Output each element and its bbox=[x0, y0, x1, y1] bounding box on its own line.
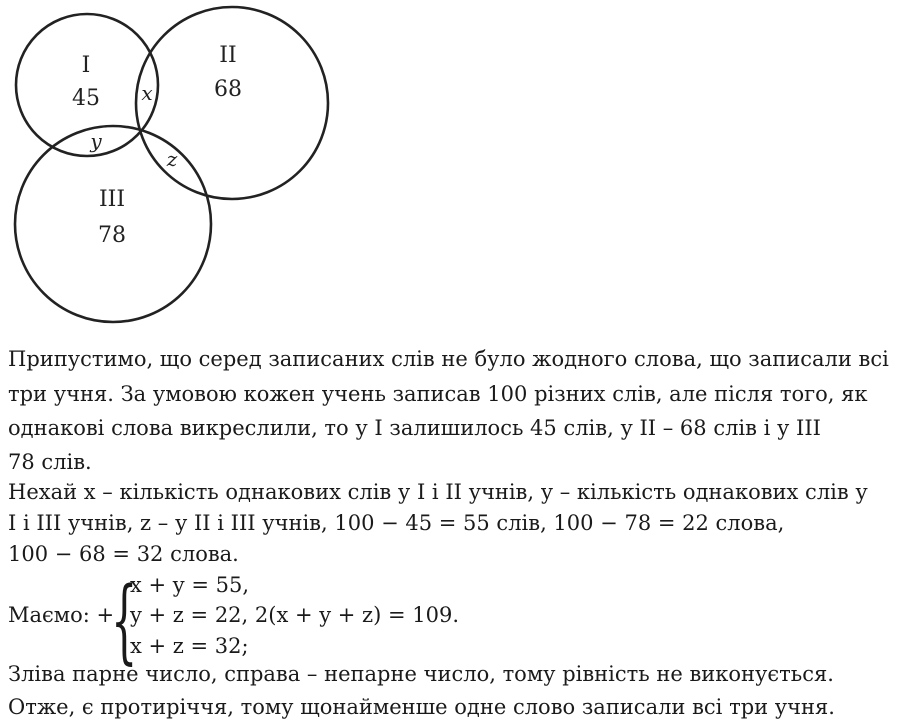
system-equation-3: x + z = 32; bbox=[130, 634, 249, 658]
set-2-name: II bbox=[219, 43, 237, 68]
system-prefix: Маємо: + bbox=[8, 603, 115, 627]
text-line-1: Припустимо, що серед записаних слів не було жодного слова, що записали всі bbox=[8, 347, 889, 371]
text-line-8: Зліва парне число, справа – непарне число, тому рівність не виконується. bbox=[8, 662, 834, 686]
text-line-3: однакові слова викреслили, то у І залишилось 45 слів, у ІІ – 68 слів і у ІІІ bbox=[8, 416, 821, 440]
set-3-value: 78 bbox=[98, 223, 126, 248]
system-equation-1: x + y = 55, bbox=[130, 573, 249, 597]
text-line-6: І і ІІІ учнів, z – у ІІ і ІІІ учнів, 100 − 45 = 55 слів, 100 − 78 = 22 слова, bbox=[8, 511, 785, 535]
text-line-7: 100 − 68 = 32 слова. bbox=[8, 542, 239, 566]
text-line-5: Нехай x – кількість однакових слів у І і ІІ учнів, у – кількість однакових слів у bbox=[8, 480, 868, 504]
set-2-value: 68 bbox=[214, 77, 242, 102]
text-line-9: Отже, є протиріччя, тому щонайменше одне слово записали всі три учня. bbox=[8, 695, 835, 719]
system-brace: { bbox=[111, 567, 138, 674]
text-line-4: 78 слів. bbox=[8, 450, 92, 474]
system-equation-2: y + z = 22, 2(x + y + z) = 109. bbox=[130, 603, 460, 627]
set-3-name: III bbox=[98, 187, 126, 212]
set-1-value: 45 bbox=[72, 86, 100, 111]
intersection-i-ii-label: x bbox=[141, 81, 153, 105]
intersection-i-iii-label: y bbox=[90, 129, 102, 153]
intersection-ii-iii-label: z bbox=[166, 147, 178, 171]
circle-set-2 bbox=[136, 7, 328, 199]
set-1-name: I bbox=[81, 53, 91, 78]
text-line-2: три учня. За умовою кожен учень записав 100 різних слів, але після того, як bbox=[8, 382, 868, 406]
venn-diagram bbox=[0, 0, 340, 330]
